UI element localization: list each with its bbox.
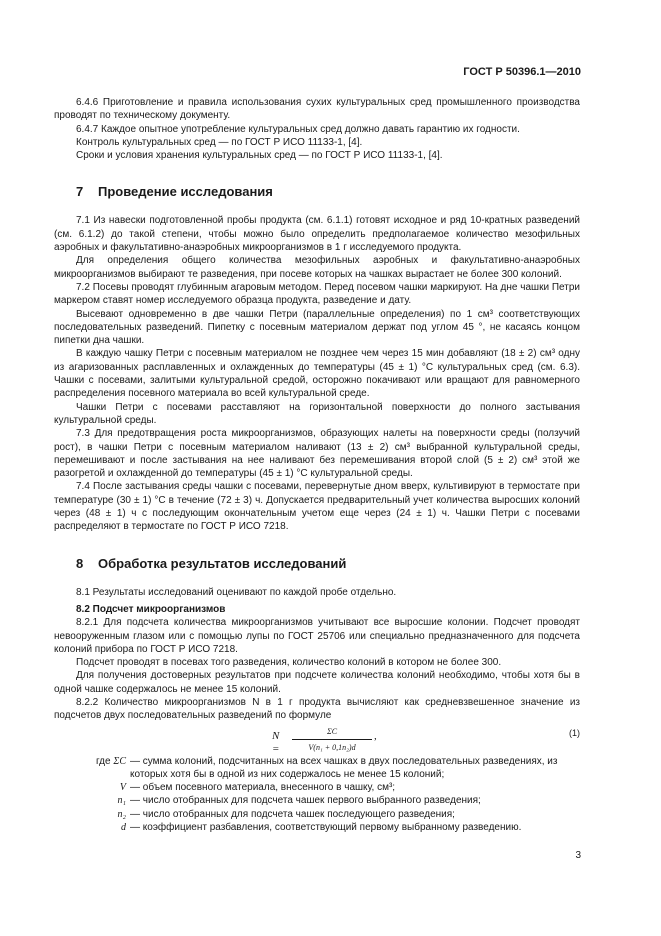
paragraph-8-2-1c: Для получения достоверных результатов при подсчете количества колоний необходимо, чтобы хотя бы в одной чашке содержалось не менее 15 колоний.: [54, 670, 580, 695]
standard-header: ГОСТ Р 50396.1—2010: [463, 66, 581, 78]
paragraph-control: Контроль культуральных сред — по ГОСТ Р ИСО 11133-1, [4].: [76, 136, 363, 148]
definition-symbol: V: [119, 782, 126, 794]
formula-trail: ,: [374, 729, 377, 742]
formula-denominator: V(n₁ + 0,1n₂)d: [308, 742, 356, 752]
definition-symbol: где ΣC: [95, 755, 126, 767]
subsection-8-2-heading: 8.2 Подсчет микроорганизмов: [76, 603, 226, 615]
definition-text: — число отобранных для подсчета чашек первого выбранного разведения;: [130, 795, 481, 807]
formula-1: [54, 725, 580, 755]
section-7-heading: [54, 184, 580, 200]
definition-text: — число отобранных для подсчета чашек последующего разведения;: [130, 808, 455, 820]
formula-lhs: N =: [272, 729, 280, 755]
definition-text: — коэффициент разбавления, соответствующий первому выбранному разведению.: [130, 822, 522, 834]
definition-item: [54, 781, 580, 794]
definition-item: [54, 755, 580, 782]
definition-item: [54, 794, 580, 807]
definition-symbol: n₁: [117, 795, 126, 807]
paragraph-7-2c: В каждую чашку Петри с посевным материалом не позднее чем через 15 мин добавляют (18 ± 2) см³ одну из агаризованных расплавленных и охлажденных до температуры (45 ± 1) °С культуральных сред (см. 6.3). Чашки с посевами, залитыми культуральной средой, осторожно покачивают или вращают для равномерного распределения посевного материала во всей культуральной среде.: [54, 348, 580, 400]
paragraph-6-4-6: 6.4.6 Приготовление и правила использования сухих культуральных сред промышленного производства проводят по техническому документу.: [54, 97, 580, 122]
paragraph-8-2-2: 8.2.2 Количество микроорганизмов N в 1 г продукта вычисляют как средневзвешенное значение из подсчетов двух последовательных разведений по формуле: [54, 696, 580, 722]
paragraph-8-2-1: 8.2.1 Для подсчета количества микроорганизмов учитывают все выросшие колонии. Подсчет проводят невооруженным глазом или с помощью лупы по ГОСТ 25706 или специально предназначенного для подсчета колоний прибора по ГОСТ Р ИСО 7218.: [54, 617, 580, 655]
paragraph-7-1: 7.1 Из навески подготовленной пробы продукта (см. 6.1.1) готовят исходное и ряд 10-кратных разведений (см. 6.1.2) до такой степени, чтобы можно было определить предполагаемое количество мезофильных аэробных и факультативно-анаэробных микроорганизмов в 1 г исследуемого продукта.: [54, 215, 580, 254]
definition-text: — сумма колоний, подсчитанных на всех чашках в двух последовательных разведениях, из которых хотя бы в одной из них содержалось не менее 15 колоний;: [130, 755, 558, 780]
paragraph-7-2d: Чашки Петри с посевами расставляют на горизонтальной поверхности до полного застывания культуральной среды.: [54, 401, 580, 426]
paragraph-8-1: 8.1 Результаты исследований оценивают по каждой пробе отдельно.: [76, 586, 397, 598]
section-8-title: Обработка результатов исследований: [98, 555, 347, 571]
formula-fraction: [292, 725, 372, 755]
definition-symbol: n₂: [117, 808, 126, 820]
definition-prefix: где: [95, 755, 111, 767]
paragraph-7-1b: Для определения общего количества мезофильных аэробных и факультативно-анаэробных микроорганизмов выбирают те разведения, при посеве которых на чашках вырастает не более 300 колоний.: [54, 255, 580, 280]
paragraph-storage: Сроки и условия хранения культуральных сред — по ГОСТ Р ИСО 11133-1, [4].: [76, 150, 443, 162]
paragraph-7-4: 7.4 После застывания среды чашки с посевами, перевернутые дном вверх, культивируют в термостате при температуре (30 ± 1) °С в течение (72 ± 3) ч. Допускается предварительный учет количества выросших колоний через (48 ± 1) ч с последующим окончательным учетом еще через (24 ± 1) ч. Чашки Петри с посевами распределяют в термостате по ГОСТ Р ИСО 7218.: [54, 481, 580, 533]
definition-text: — объем посевного материала, внесенного в чашку, см³;: [130, 782, 396, 794]
formula-numerator: ΣC: [292, 725, 372, 740]
definition-item: [54, 821, 580, 834]
paragraph-7-2b: Высевают одновременно в две чашки Петри (параллельные определения) по 1 см³ соответствующих последовательных разведений. Пипетку с посевным материалом держат под углом 45 °, не касаясь концом пипетки дна чашки.: [54, 308, 580, 347]
paragraph-6-4-7: 6.4.7 Каждое опытное употребление культуральных сред должно давать гарантию их годности.: [76, 123, 520, 135]
definition-symbol: d: [121, 822, 126, 834]
document-body: [54, 96, 580, 834]
section-8-number: 8: [76, 555, 84, 571]
section-7-number: 7: [76, 184, 84, 200]
paragraph-7-3: 7.3 Для предотвращения роста микроорганизмов, образующих налеты на поверхности среды (ползучий рост), в чашки Петри с посевным материалом наливают (13 ± 2) см³ выбранной культуральной среды, перемешивают и после застывания на нее наливают без перемешивания второй слой (5 ± 2) см³ этой же разогретой и охлажденной до температуры (45 ± 1) °С культуральной среды.: [54, 428, 580, 480]
paragraph-8-2-1b: Подсчет проводят в посевах того разведения, количество колоний в котором не более 300.: [76, 657, 502, 669]
section-8-heading: [54, 556, 580, 572]
section-7-title: Проведение исследования: [98, 184, 273, 200]
formula-number: (1): [569, 727, 580, 738]
paragraph-7-2: 7.2 Посевы проводят глубинным агаровым методом. Перед посевом чашки маркируют. На дне чашки Петри маркером ставят номер исследуемого образца продукта, разведение и дату.: [54, 281, 580, 307]
page-number: 3: [575, 850, 581, 861]
definition-item: [54, 808, 580, 821]
definitions-list: [54, 755, 580, 835]
